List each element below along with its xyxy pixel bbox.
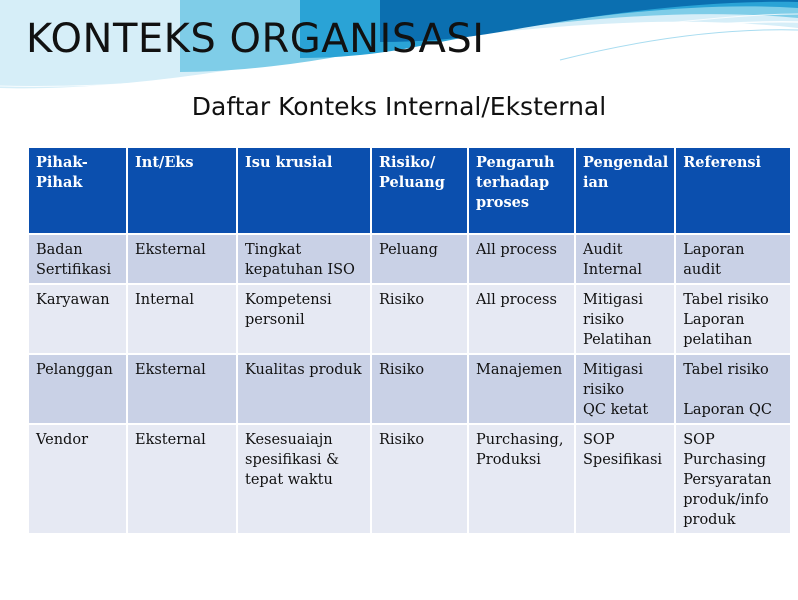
table-cell: Eksternal (127, 424, 237, 534)
table-cell: Tingkat kepatuhan ISO (237, 234, 371, 284)
table-cell: SOP Spesifikasi (575, 424, 675, 534)
table-header-row (28, 147, 791, 234)
table-cell: Manajemen (468, 354, 575, 424)
table-cell: All process (468, 234, 575, 284)
table-cell: Vendor (28, 424, 127, 534)
table-cell: Tabel risiko Laporan QC (675, 354, 791, 424)
table-cell: Purchasing, Produksi (468, 424, 575, 534)
header-risiko-peluang: Risiko/ Peluang (371, 147, 468, 234)
table-cell: Badan Sertifikasi (28, 234, 127, 284)
table-cell: Karyawan (28, 284, 127, 354)
header-referensi: Referensi (675, 147, 791, 234)
table-cell: SOP Purchasing Persyaratan produk/info produk (675, 424, 791, 534)
table-cell: Pelanggan (28, 354, 127, 424)
table-cell: Mitigasi risiko QC ketat (575, 354, 675, 424)
header-isu-krusial: Isu krusial (237, 147, 371, 234)
table-cell: Kompetensi personil (237, 284, 371, 354)
table-cell: Internal (127, 284, 237, 354)
header-pengendalian: Pengendal ian (575, 147, 675, 234)
table-row (28, 424, 791, 534)
table-cell: Kualitas produk (237, 354, 371, 424)
table-cell: Tabel risiko Laporan pelatihan (675, 284, 791, 354)
table-cell: Audit Internal (575, 234, 675, 284)
table-row (28, 284, 791, 354)
slide-subtitle: Daftar Konteks Internal/Eksternal (191, 92, 607, 121)
slide-title: KONTEKS ORGANISASI (26, 16, 485, 62)
table-cell: Eksternal (127, 354, 237, 424)
header-pihak: Pihak- Pihak (28, 147, 127, 234)
table-cell: All process (468, 284, 575, 354)
header-pengaruh: Pengaruh terhadap proses (468, 147, 575, 234)
table-cell: Kesesuaiajn spesifikasi & tepat waktu (237, 424, 371, 534)
context-table (27, 146, 792, 535)
header-int-eks: Int/Eks (127, 147, 237, 234)
table-cell: Eksternal (127, 234, 237, 284)
table-cell: Risiko (371, 284, 468, 354)
table-row (28, 354, 791, 424)
table-cell: Risiko (371, 424, 468, 534)
table-cell: Mitigasi risiko Pelatihan (575, 284, 675, 354)
table-cell: Risiko (371, 354, 468, 424)
table-cell: Peluang (371, 234, 468, 284)
table-cell: Laporan audit (675, 234, 791, 284)
table-row (28, 234, 791, 284)
